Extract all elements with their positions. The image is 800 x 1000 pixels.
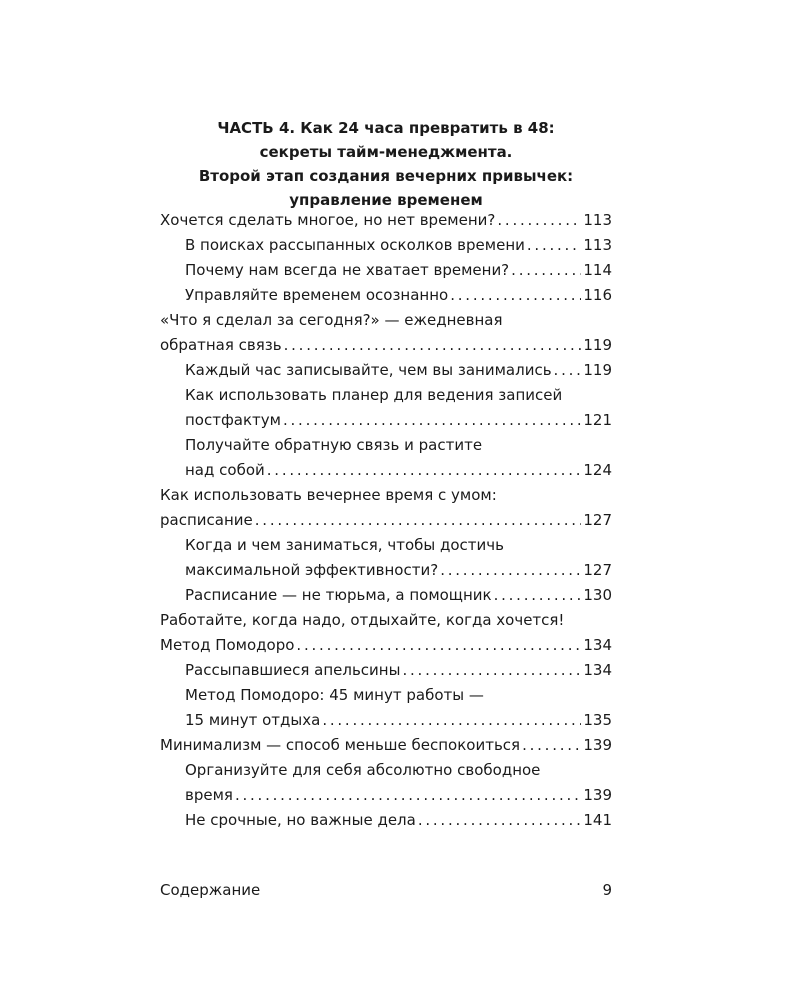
toc-entry-title-line: Как использовать планер для ведения записей bbox=[185, 386, 563, 404]
footer-section-title: Содержание bbox=[160, 881, 261, 899]
toc-page-number: 135 bbox=[583, 711, 612, 729]
toc-page-number: 113 bbox=[583, 236, 612, 254]
toc-entry-title: Не срочные, но важные дела bbox=[185, 811, 416, 829]
toc-entry[interactable] bbox=[160, 608, 612, 658]
toc-entry-title-line: Работайте, когда надо, отдыхайте, когда хочется! bbox=[160, 611, 565, 629]
toc-leader-dots bbox=[283, 408, 581, 433]
toc-leader-dots bbox=[494, 583, 582, 608]
toc-page-number: 134 bbox=[583, 661, 612, 679]
toc-entry[interactable] bbox=[185, 283, 612, 308]
toc-entry-title: расписание bbox=[160, 511, 253, 529]
heading-line: управление временем bbox=[289, 191, 483, 209]
toc-entry-title-line: Организуйте для себя абсолютно свободное bbox=[185, 761, 541, 779]
toc-entry[interactable] bbox=[185, 358, 612, 383]
page-footer bbox=[160, 880, 612, 900]
toc-entry-title-line: Получайте обратную связь и растите bbox=[185, 436, 483, 454]
toc-entry-title: время bbox=[185, 786, 233, 804]
toc-page-number: 116 bbox=[583, 286, 612, 304]
toc-entry[interactable] bbox=[185, 383, 612, 433]
chapter-heading bbox=[160, 116, 612, 212]
toc-entry-title: постфактум bbox=[185, 411, 281, 429]
toc-entry[interactable] bbox=[185, 258, 612, 283]
toc-entry-title-line: Как использовать вечернее время с умом: bbox=[160, 486, 497, 504]
toc-entry-title: над собой bbox=[185, 461, 265, 479]
toc-leader-dots bbox=[267, 458, 582, 483]
toc-page-number: 113 bbox=[583, 211, 612, 229]
toc-leader-dots bbox=[450, 283, 581, 308]
toc-entry-title-line: Метод Помодоро: 45 минут работы — bbox=[185, 686, 484, 704]
toc-leader-dots bbox=[255, 508, 582, 533]
toc-entry-title: обратная связь bbox=[160, 336, 282, 354]
toc-leader-dots bbox=[527, 233, 581, 258]
toc-leader-dots bbox=[296, 633, 581, 658]
heading-line: ЧАСТЬ 4. Как 24 часа превратить в 48: bbox=[217, 119, 555, 137]
toc-entry[interactable] bbox=[185, 683, 612, 733]
toc-page-number: 119 bbox=[583, 336, 612, 354]
toc-entry[interactable] bbox=[160, 308, 612, 358]
toc-page-number: 119 bbox=[583, 361, 612, 379]
toc-leader-dots bbox=[511, 258, 581, 283]
heading-line: Второй этап создания вечерних привычек: bbox=[198, 167, 574, 185]
toc-entry-title: Почему нам всегда не хватает времени? bbox=[185, 261, 510, 279]
toc-entry-title: В поисках рассыпанных осколков времени bbox=[185, 236, 525, 254]
toc-leader-dots bbox=[322, 708, 581, 733]
toc-entry[interactable] bbox=[160, 483, 612, 533]
toc-page-number: 139 bbox=[583, 786, 612, 804]
toc-entry[interactable] bbox=[160, 733, 612, 758]
toc-entry[interactable] bbox=[185, 658, 612, 683]
toc-page-number: 127 bbox=[583, 561, 612, 579]
heading-line: секреты тайм-менеджмента. bbox=[259, 143, 513, 161]
toc-entry-title: Рассыпавшиеся апельсины bbox=[185, 661, 401, 679]
toc-entry-title: Хочется сделать многое, но нет времени? bbox=[160, 211, 496, 229]
toc-entry[interactable] bbox=[160, 208, 612, 233]
toc-entry[interactable] bbox=[185, 758, 612, 808]
toc-page-number: 139 bbox=[583, 736, 612, 754]
toc-entry[interactable] bbox=[185, 233, 612, 258]
toc-leader-dots bbox=[497, 208, 581, 233]
toc-entry-title: Метод Помодоро bbox=[160, 636, 295, 654]
toc-entry-title: Каждый час записывайте, чем вы занимались bbox=[185, 361, 552, 379]
toc-page-number: 127 bbox=[583, 511, 612, 529]
toc-leader-dots bbox=[418, 808, 582, 833]
toc-entry-title: 15 минут отдыха bbox=[185, 711, 321, 729]
toc-page-number: 124 bbox=[583, 461, 612, 479]
toc-leader-dots bbox=[440, 558, 581, 583]
toc-page-number: 141 bbox=[583, 811, 612, 829]
toc-entry-title: Управляйте временем осознанно bbox=[185, 286, 449, 304]
toc-leader-dots bbox=[554, 358, 582, 383]
toc-entry-title: Расписание — не тюрьма, а помощник bbox=[185, 586, 492, 604]
toc-entry-title-line: Когда и чем заниматься, чтобы достичь bbox=[185, 536, 504, 554]
toc-page-number: 114 bbox=[583, 261, 612, 279]
toc-entry[interactable] bbox=[185, 533, 612, 583]
toc-page-number: 130 bbox=[583, 586, 612, 604]
toc-entry-title: максимальной эффективности? bbox=[185, 561, 439, 579]
toc-leader-dots bbox=[284, 333, 582, 358]
toc-entry-title: Минимализм — способ меньше беспокоиться bbox=[160, 736, 521, 754]
toc-leader-dots bbox=[402, 658, 581, 683]
toc-page-number: 134 bbox=[583, 636, 612, 654]
toc-leader-dots bbox=[235, 783, 581, 808]
table-of-contents bbox=[160, 208, 612, 833]
footer-page-number: 9 bbox=[602, 881, 612, 899]
toc-entry[interactable] bbox=[185, 808, 612, 833]
toc-page-number: 121 bbox=[583, 411, 612, 429]
toc-leader-dots bbox=[522, 733, 581, 758]
toc-entry-title-line: «Что я сделал за сегодня?» — ежедневная bbox=[160, 311, 503, 329]
toc-entry[interactable] bbox=[185, 583, 612, 608]
toc-entry[interactable] bbox=[185, 433, 612, 483]
